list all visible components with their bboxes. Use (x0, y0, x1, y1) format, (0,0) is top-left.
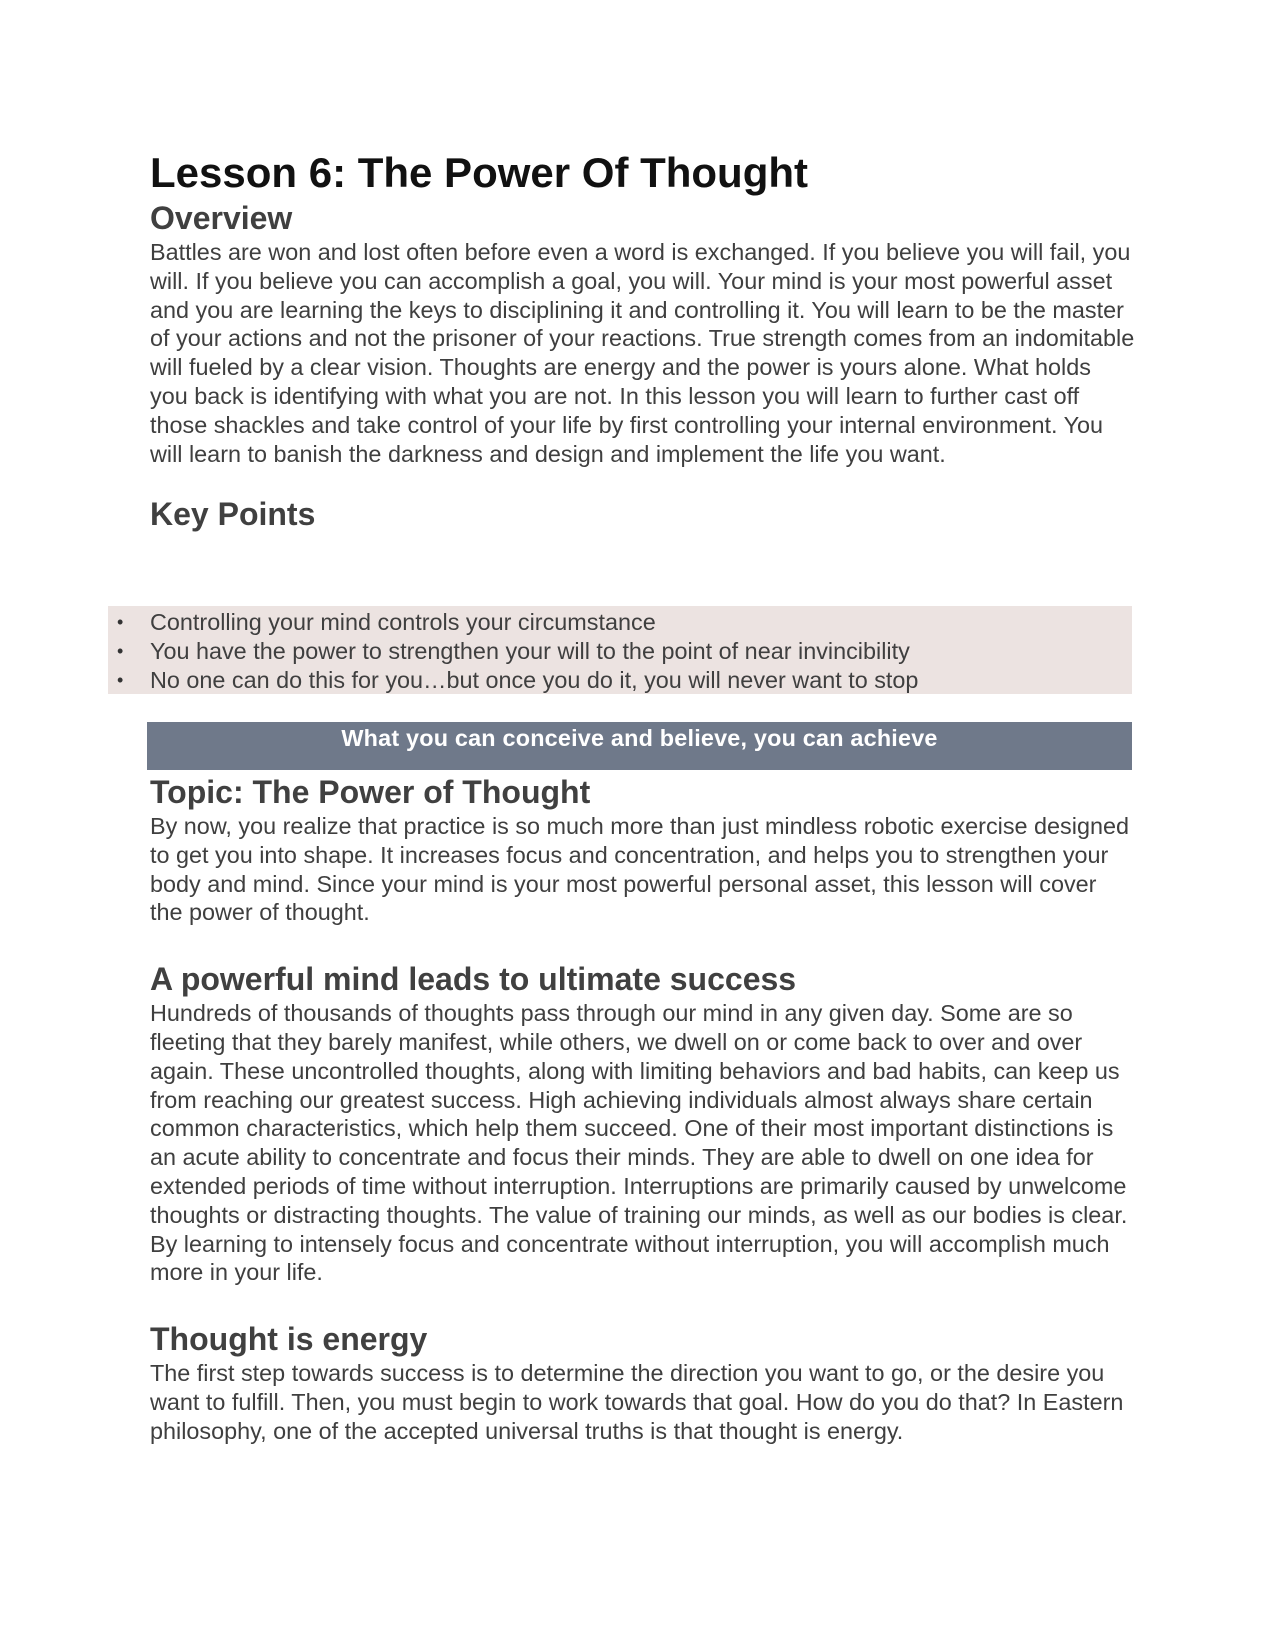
list-item-text: Controlling your mind controls your circumstance (150, 609, 656, 635)
bullet-icon: • (117, 640, 124, 661)
lower-content (150, 772, 1135, 1446)
topic-heading: Topic: The Power of Thought (150, 774, 591, 810)
list-item-text: No one can do this for you…but once you do it, you will never want to stop (150, 666, 919, 693)
thought-energy-paragraph: The first step towards success is to determine the direction you want to go, or the desire you want to fulfill. Then, you must begin to work towards that goal. How do you do that? In Eastern philosophy, one of the accepted universal truths is that thought is energy. (150, 1360, 1124, 1444)
quote-banner (147, 722, 1132, 770)
powerful-mind-heading: A powerful mind leads to ultimate success (150, 961, 797, 998)
page-title: Lesson 6: The Power Of Thought (150, 149, 809, 196)
overview-paragraph: Battles are won and lost often before even a word is exchanged. If you believe you will fail, you will. If you believe you can accomplish a goal, you will. Your mind is your most powerful asset and you are learning the keys to disciplining it and controlling it. You will learn to be the master of your actions and not the prisoner of your reactions. True strength comes from an indomitable will fueled by a clear vision. Thoughts are energy and the power is yours alone. What holds you back is identifying with what you are not. In this lesson you will learn to further cast off those shackles and take control of your life by first controlling your internal environment. You will learn to banish the darkness and design and implement the life you want. (150, 239, 1135, 467)
upper-content (150, 148, 1135, 534)
bullet-icon: • (117, 669, 124, 690)
thought-energy-heading: Thought is energy (150, 1321, 428, 1358)
powerful-mind-paragraph: Hundreds of thousands of thoughts pass through our mind in any given day. Some are so fleeting that they barely manifest, while others, we dwell on or come back to over and over again. These uncontrolled thoughts, along with limiting behaviors and bad habits, can keep us from reaching our greatest success. High achieving individuals almost always share certain common characteristics, which help them succeed. One of their most important distinctions is an acute ability to concentrate and focus their minds. They are able to dwell on one idea for extended periods of time without interruption. Interruptions are primarily caused by unwelcome thoughts or distracting thoughts. The value of training our minds, as well as our bodies is clear. By learning to intensely focus and concentrate without interruption, you will accomplish much more in your life. (150, 1000, 1128, 1286)
bullet-icon: • (117, 612, 124, 632)
list-item (108, 637, 1132, 666)
list-item-text: You have the power to strengthen your will to the point of near invincibility (150, 637, 910, 664)
key-points-box (108, 606, 1132, 694)
key-points-list (108, 606, 1132, 694)
list-item (108, 608, 1132, 637)
overview-heading: Overview (150, 200, 293, 236)
key-points-heading: Key Points (150, 496, 316, 533)
list-item (108, 666, 1132, 695)
topic-paragraph: By now, you realize that practice is so much more than just mindless robotic exercise designed to get you into shape. It increases focus and concentration, and helps you to strengthen your body and mind. Since your mind is your most powerful personal asset, this lesson will cover the power of thought. (150, 813, 1129, 926)
quote-banner-text: What you can conceive and believe, you can achieve (341, 725, 938, 751)
